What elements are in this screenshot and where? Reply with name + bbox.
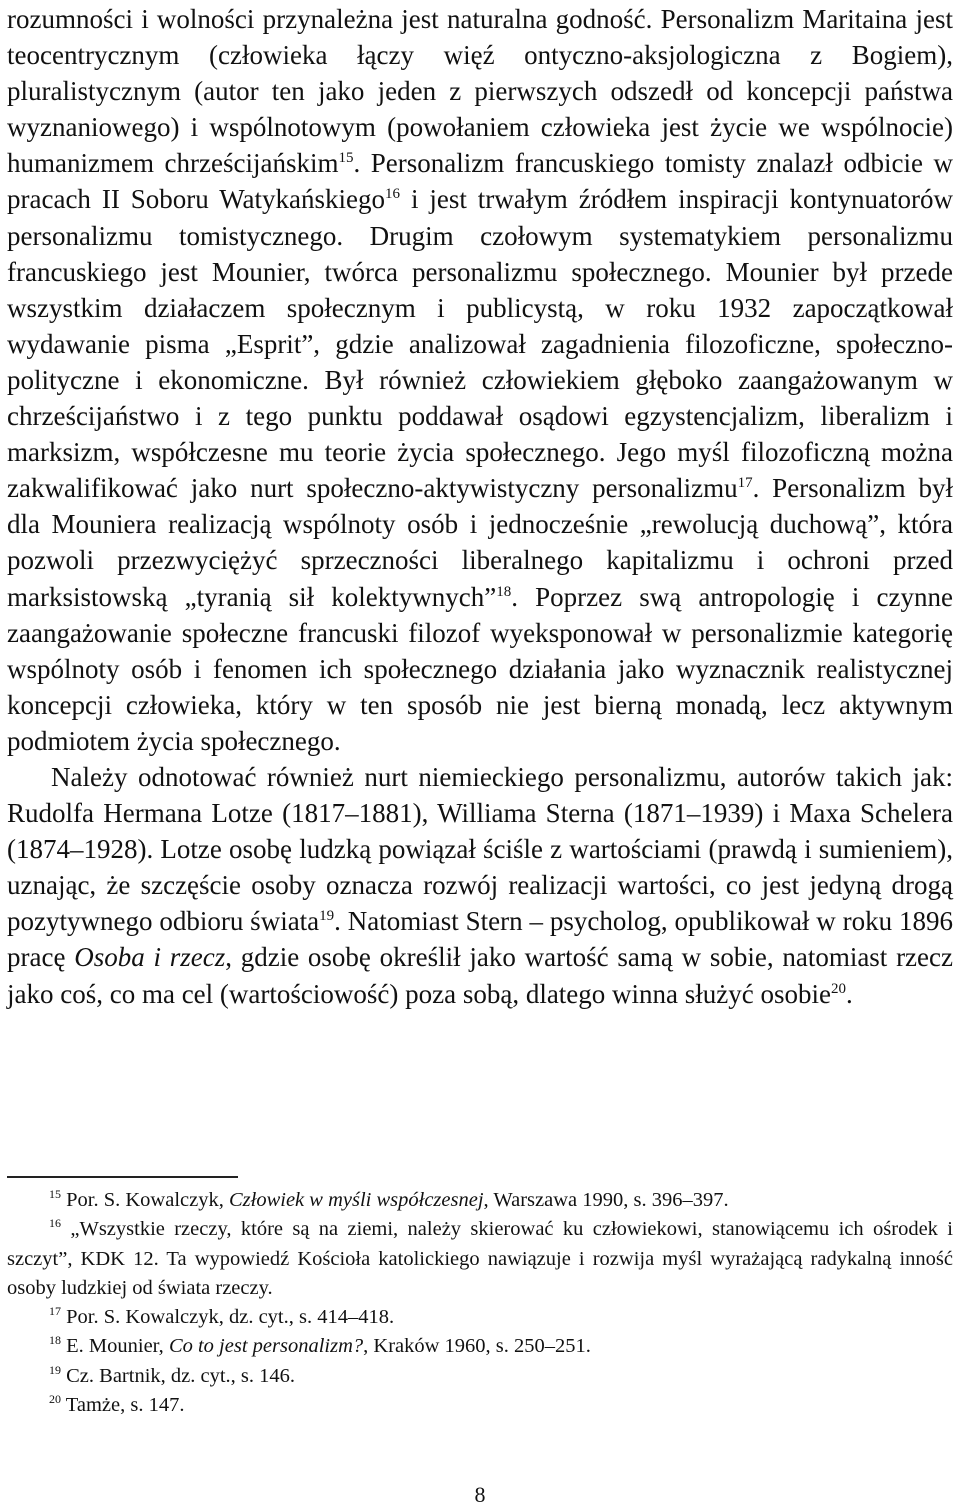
footnote-16 xyxy=(7,1215,953,1303)
footnote-reference: 18 xyxy=(496,583,512,600)
page-number: 8 xyxy=(474,1482,486,1507)
footnote-18 xyxy=(7,1332,953,1361)
footnote-reference: 17 xyxy=(737,475,753,492)
footnote-number: 19 xyxy=(49,1362,61,1377)
text-run: Tamże, s. 147. xyxy=(65,1394,185,1417)
text-run: Por. S. Kowalczyk, dz. cyt., s. 414–418. xyxy=(66,1306,395,1329)
text-run: , Warszawa 1990, s. 396–397. xyxy=(483,1189,729,1211)
italic-title: Osoba i rzecz xyxy=(74,942,226,973)
text-run: Cz. Bartnik, dz. cyt., s. 146. xyxy=(66,1364,296,1387)
footnote-reference: 15 xyxy=(338,150,354,167)
text-run: , Kraków 1960, s. 250–251. xyxy=(363,1335,591,1358)
footnote-number: 20 xyxy=(49,1392,61,1407)
footnote-reference: 20 xyxy=(831,980,846,997)
text-run: . xyxy=(846,978,853,1009)
footnote-20 xyxy=(7,1391,953,1420)
footnote-17 xyxy=(7,1303,953,1332)
text-run: . Personalizm francuskiego tomisty znalazł odbicie w pracach II Soboru Watykańskiego xyxy=(7,148,953,215)
footnote-reference: 16 xyxy=(385,186,401,203)
text-run: . Natomiast Stern – psycholog, opublikował w roku 1896 pracę xyxy=(7,906,954,973)
text-run: i jest trwałym źródłem inspiracji kontynuatorów personalizmu tomistycznego. Drugim czołowym systematykiem personalizmu francuskiego jest Mounier, twórca personalizmu społecznego. Mounier był przede wszystkim działaczem społecznym i publicystą, w roku 1932 zapoczątkował wydawanie pisma „Esprit”, gdzie analizował zagadnienia filozoficzne, społeczno-polityczne i ekonomiczne. Był również człowiekiem głęboko zaangażowanym w chrześcijaństwo i z tego punktu poddawał osądowi egzystencjalizm, liberalizm i marksizm, współczesne mu teorie życia społecznego. Jego myśl filozoficzną można zakwalifikować jako nurt społeczno-aktywistyczny personalizmu xyxy=(7,184,953,504)
text-run: E. Mounier, xyxy=(66,1335,169,1358)
text-run: „Wszystkie rzeczy, które są na ziemi, należy skierować ku człowiekowi, stanowiącemu ich ośrodek i szczyt”, KDK 12. Ta wypowiedź Kościoła katolickiego nawiązuje i rozwija myśl wyrażającą radykalną inność osoby ludzkiej od świata rzeczy. xyxy=(7,1218,953,1299)
footnote-separator xyxy=(7,1176,238,1178)
text-run: rozumności i wolności przynależna jest naturalna godność. Personalizm Maritaina jest teocentrycznym (człowieka łączy więź ontyczno-aksjologiczna z Bogiem), pluralistycznym (autor ten jako jeden z pierwszych odszedł od koncepcji państwa wyznaniowego) i wspólnotowym (powołaniem człowieka jest życie we wspólnocie) humanizmem chrześcijańskim xyxy=(7,4,953,179)
text-run: Należy odnotować również nurt niemieckiego personalizmu, autorów takich jak: Rudolfa Hermana Lotze (1817–1881), Williama Sterna (1871–1939) i Maxa Schelera (1874–1928). Lotze osobę ludzką powiązał ściśle z wartościami (prawdą i sumieniem), uznając, że szczęście osoby oznacza rozwój realizacji wartości, co jest jedyną drogą pozytywnego odbioru świata xyxy=(7,761,953,937)
footnote-15 xyxy=(7,1186,953,1215)
footnote-number: 17 xyxy=(49,1304,61,1319)
italic-title: Człowiek w myśli współczesnej xyxy=(228,1189,484,1211)
text-run: . Poprzez swą antropologię i czynne zaangażowanie społeczne francuski filozof wyeksponował w personalizmie kategorię wspólnoty osób i fenomen ich społecznego działania jako wyznacznik realistycznej koncepcji człowieka, który w ten sposób nie jest bierną monadą, lecz aktywnym podmiotem życia społecznego. xyxy=(7,581,953,756)
text-run: , gdzie osobę określił jako wartość samą w sobie, natomiast rzecz jako coś, co ma cel (wartościowość) poza sobą, dlatego winna służyć osobie xyxy=(7,942,953,1009)
footnote-19 xyxy=(7,1362,953,1391)
paragraph xyxy=(7,1,953,759)
footnote-reference: 19 xyxy=(319,908,335,925)
text-run: Por. S. Kowalczyk, xyxy=(66,1189,229,1211)
footnote-number: 16 xyxy=(49,1216,61,1231)
main-text xyxy=(7,1,953,1012)
footnote-number: 18 xyxy=(49,1333,61,1348)
footnote-number: 15 xyxy=(49,1187,61,1201)
footnotes xyxy=(7,1186,953,1420)
paragraph xyxy=(7,759,953,1012)
text-run: . Personalizm był dla Mouniera realizacją wspólnoty osób i jednocześnie „rewolucją duchową”, która pozwoli przezwyciężyć sprzeczności liberalnego kapitalizmu i ochroni przed marksistowską „tyranią sił kolektywnych” xyxy=(7,473,953,612)
italic-title: Co to jest personalizm? xyxy=(168,1335,364,1358)
